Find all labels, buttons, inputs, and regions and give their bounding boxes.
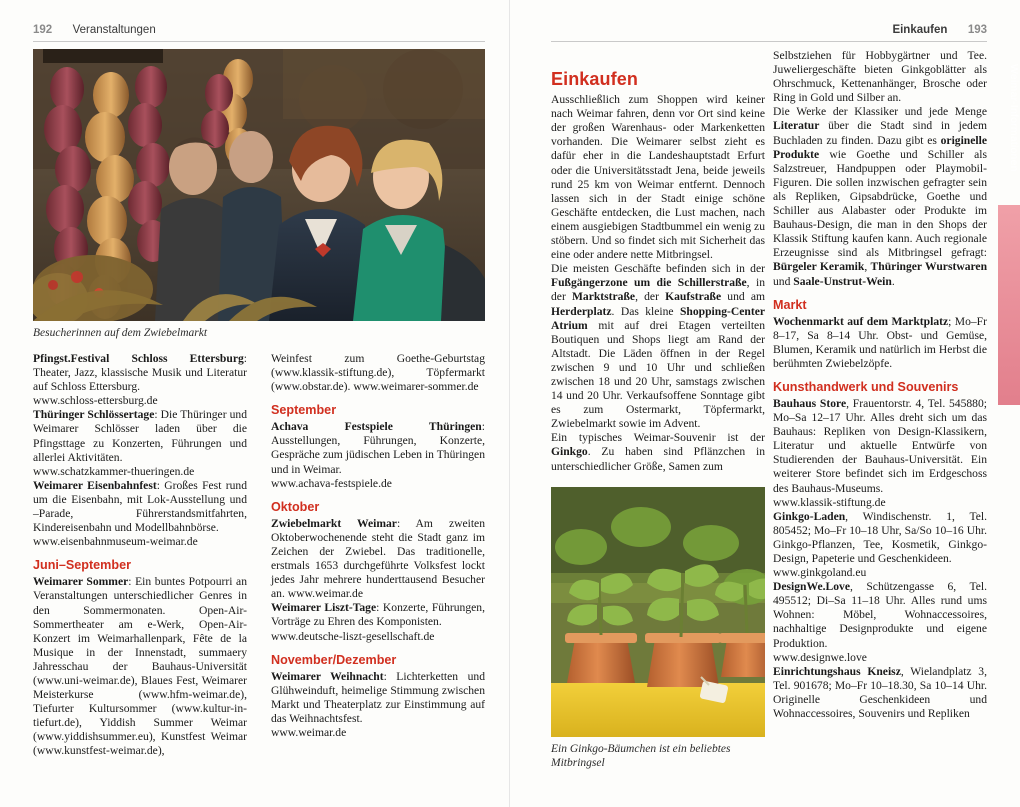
page-gutter	[509, 0, 510, 807]
entry-designwelove	[773, 580, 987, 650]
entry-ginkgo-laden-text: , Windischenstr. 1, Tel. 805452; Mo–Fr 10–18 Uhr, Sa/So 10–16 Uhr. Ginkgo-Pflanzen, Tee, Kosmetik, Ginkgo-Design, Papeterie und Geschenkideen.	[773, 509, 987, 565]
entry-achava-lead: Achava Festspiele Thüringen	[271, 420, 482, 434]
entry-bauhaus-store-text: , Frauentorstr. 4, Tel. 545880; Mo–Sa 12–17 Uhr. Alles dreht sich um das Bauhaus: Repliken von Design-Klassikern, Literatur und aktuelle Entwürfe von Studierenden der Bauhaus-Universität. Ein weiterer Store befindet sich im Erdgeschoss des Bauhaus-Museums.	[773, 396, 987, 495]
photo-zwiebelmarkt	[33, 49, 485, 321]
entry-zwiebelmarkt-text: : Am zweiten Oktoberwochenende steht die Stadt ganz im Zeichen der Zwiebel. Das traditionelle, erstmals 1653 durchgeführte Volksfest lockt jedes Jahr mehrere hunderttausend Besucher an. www.weimar.de	[271, 516, 485, 601]
running-head-left-title: Veranstaltungen	[72, 24, 156, 36]
entry-schloessertage-lead: Thüringer Schlössertage	[33, 408, 155, 422]
photo-zwiebelmarkt-image	[33, 49, 485, 321]
folio-right: 193	[967, 24, 987, 36]
text-column-4	[773, 49, 987, 784]
entry-zwiebelmarkt-lead: Zwiebelmarkt Weimar	[271, 516, 397, 530]
header-rule-left	[33, 41, 485, 42]
section-heading-markt: Markt	[773, 297, 807, 312]
entry-ginkgo-laden-lead: Ginkgo-Laden	[773, 509, 846, 523]
entry-bauhaus-store-lead: Bauhaus Store	[773, 396, 847, 410]
entry-eisenbahnfest-url: www.eisenbahnmuseum-weimar.de	[33, 535, 198, 549]
text-column-2	[271, 352, 485, 784]
running-head-left	[33, 24, 156, 36]
folio-left: 192	[33, 24, 53, 36]
section-heading-oktober: Oktober	[271, 499, 320, 514]
entry-schloessertage-url: www.schatzkammer-thueringen.de	[33, 464, 195, 478]
section-heading-kunsthandwerk: Kunsthandwerk und Souvenirs	[773, 379, 959, 394]
entry-schloessertage	[33, 408, 247, 464]
entry-weimarer-sommer-text: : Ein buntes Potpourri an Veranstaltungen unterschiedlicher Genres in den Sommermonaten. Open-Air-Sommertheater am e-Werk, Open-Air-Konzert im Weimarhallenpark, Fête de la Musique in der Innenstadt, summaery Jahresschau der Bauhaus-Universität (www.uni-weimar.de), Blaues Fest, Weimarer Meisterkurse (www.hfm-weimar.de), Tiefurter Kultursommer (www.kultur-in-tiefurt.de), Yiddish Summer Weimar (www.yiddishsummer.eu), Kunstfest Weimar (www.kunstfest-weimar.de),	[33, 575, 247, 758]
entry-wochenmarkt-lead: Wochenmarkt auf dem Marktplatz	[773, 314, 949, 328]
entry-zwiebelmarkt	[271, 517, 485, 602]
entry-pfingstfestival-url: www.schloss-ettersburg.de	[33, 394, 158, 408]
entry-kneisz-text: , Wielandplatz 3, Tel. 901678; Mo–Fr 10–18.30, Sa 10–14 Uhr. Originelle Geschenkideen und Wohnaccessoires, Souvenirs und Repliken	[773, 664, 987, 721]
entry-designwelove-lead: DesignWe.Love	[773, 580, 850, 594]
chapter-title-einkaufen: Einkaufen	[551, 69, 638, 89]
einkaufen-paragraph-2: Die meisten Geschäfte befinden sich in der Fußgängerzone um die Schillerstraße, in der Marktstraße, der Kaufstraße und am Herderplatz. Das kleine Shopping-Center Atrium mit auf drei Etagen verteilten Boutiquen und Shops liegt am Rand der Altstadt. Die Läden öffnen in der Regel zwischen 9 und 10 Uhr und schließen zwischen 18 und 20 Uhr, samstags zwischen 14 und 20 Uhr. Verkaufsoffene Sonntage gibt es zum Ostermarkt, Töpfermarkt, Zwiebelmarkt sowie im Advent.	[551, 262, 766, 431]
entry-weihnacht-lead: Weimarer Weihnacht	[271, 669, 384, 683]
photo-ginkgo	[551, 487, 765, 737]
entry-eisenbahnfest-text: : Großes Fest rund um die Eisenbahn, mit Lok-Ausstellung und –Parade, Führerstandsmitfahrten, Kindereisenbahn und Modellbahnbörse.	[33, 478, 247, 535]
entry-eisenbahnfest	[33, 479, 247, 535]
einkaufen-paragraph-3: Ein typisches Weimar-Souvenir ist der Ginkgo. Zu haben sind Pflänzchen in unterschiedlicher Größe, Samen zum	[551, 431, 765, 473]
einkaufen-paragraph-5: Die Werke der Klassiker und jede Menge Literatur über die Stadt sind in jedem Buchladen zu finden. Dazu gibt es originelle Produkte wie Goethe und Schiller als Salzstreuer, Handpuppen oder Playmobil-Figuren. Die sollen inzwischen gefragter sein als Repliken, Gipsabdrücke, Goethe und Schiller aus Alabaster oder Produkte im Bauhaus-Design, die man in den Shops der Klassik Stiftung kaufen kann. Auch regionale Erzeugnisse sind als Mitbringsel gefragt: Bürgeler Keramik, Thüringer Wurstwaren und Saale-Unstrut-Wein.	[773, 105, 988, 288]
header-rule-right	[551, 41, 987, 42]
text-column-1	[33, 352, 247, 784]
entry-weihnacht-text: : Lichterketten und Glühweinduft, heimelige Stimmung zwischen Markt und Theaterplatz zur Einstimmung auf das Weihnachtsfest.	[271, 669, 485, 725]
entry-wochenmarkt	[773, 315, 987, 371]
chapter-side-tab-label: Weimar-Informationen	[1008, 64, 1020, 172]
einkaufen-paragraph-4: Selbstziehen für Hobbygärtner und Tee. Juweliergeschäfte bieten Ginkgoblätter als Ohrschmuck, Kettenanhänger, Brosche oder Ring in Gold und Silber an.	[773, 49, 987, 105]
section-heading-november-dezember: November/Dezember	[271, 652, 397, 667]
entry-weimarer-sommer	[33, 575, 247, 758]
section-heading-september: September	[271, 403, 337, 418]
entry-liszt-tage	[271, 601, 485, 629]
entry-kneisz-lead: Einrichtungshaus Kneisz	[773, 664, 901, 678]
entry-weihnacht-url: www.weimar.de	[271, 725, 347, 739]
entry-liszt-tage-text: : Konzerte, Führungen, Vorträge zu Ehren des Komponisten.	[271, 601, 485, 629]
photo-ginkgo-caption: Ein Ginkgo-Bäumchen ist ein beliebtes Mitbringsel	[551, 743, 731, 769]
entry-ginkgo-laden-url: www.ginkgoland.eu	[773, 566, 867, 580]
entry-achava	[271, 420, 485, 476]
entry-achava-url: www.achava-festspiele.de	[271, 476, 392, 490]
entry-pfingstfestival	[33, 352, 247, 394]
photo-ginkgo-image	[551, 487, 765, 737]
entry-pfingstfestival-text: : Theater, Jazz, klassische Musik und Literatur auf Schloss Ettersburg.	[33, 352, 247, 394]
entry-schloessertage-text: : Die Thüringer und Weimarer Schlösser laden über die Pfingsttage zu Konzerten, Führungen und allerlei Aktivitäten.	[33, 408, 247, 464]
entry-kneisz	[773, 665, 987, 721]
entry-weihnacht	[271, 670, 485, 726]
running-head-right	[892, 24, 987, 36]
entry-bauhaus-store	[773, 397, 987, 496]
entry-wochenmarkt-text: ; Mo–Fr 8–17, Sa 8–14 Uhr. Obst- und Gemüse, Blumen, Keramik und natürlich im Herbst die berühmten Zwiebelzöpfe.	[773, 314, 987, 370]
section-heading-juni-september: Juni–September	[33, 558, 131, 573]
entry-eisenbahnfest-lead: Weimarer Eisenbahnfest	[33, 478, 157, 492]
einkaufen-paragraph-1: Ausschließlich zum Shoppen wird keiner nach Weimar fahren, denn vor Ort sind keine der großen Warenhaus- oder Markenketten vorhanden. Die Weimarer selbst zieht es dafür eher in die Landeshauptstadt Erfurt oder die Universitätsstadt Jena, beide jeweils rund 25 km von Weimar entfernt. Dennoch lassen sich in der Stadt einige schöne Geschäfte entdecken, die Lust machen, nach einem ausgiebigen Stadtbummel ein wenig zu stöbern. Und so findet sich mit Sicherheit das eine oder andere nette Mitbringsel.	[551, 93, 765, 262]
text-column-3	[551, 69, 766, 473]
entry-weimarer-sommer-lead: Weimarer Sommer	[33, 575, 129, 589]
running-head-right-title: Einkaufen	[892, 24, 948, 36]
entry-pfingstfestival-lead: Pfingst.Festival Schloss Ettersburg	[33, 352, 244, 365]
entry-ginkgo-laden	[773, 510, 987, 566]
entry-liszt-tage-lead: Weimarer Liszt-Tage	[271, 601, 377, 615]
photo-zwiebelmarkt-caption: Besucherinnen auf dem Zwiebelmarkt	[33, 327, 208, 339]
entry-designwelove-url: www.designwe.love	[773, 650, 867, 664]
entry-achava-text: : Ausstellungen, Führungen, Konzerte, Gespräche zum jüdischen Leben in Thüringen und in Weimar.	[271, 420, 485, 476]
entry-liszt-tage-url: www.deutsche-liszt-gesellschaft.de	[271, 629, 435, 643]
entry-designwelove-text: , Schützengasse 6, Tel. 495512; Di–Sa 11–18 Uhr. Alles rund ums Wohnen: Möbel, Wohnaccessoires, nachhaltige Designprodukte und eigene Produktion.	[773, 580, 987, 650]
column2-intro: Weinfest zum Goethe-Geburtstag (www.klassik-stiftung.de), Töpfermarkt (www.obstar.de). www.weimarer-sommer.de	[271, 352, 485, 394]
entry-bauhaus-store-url: www.klassik-stiftung.de	[773, 495, 886, 509]
